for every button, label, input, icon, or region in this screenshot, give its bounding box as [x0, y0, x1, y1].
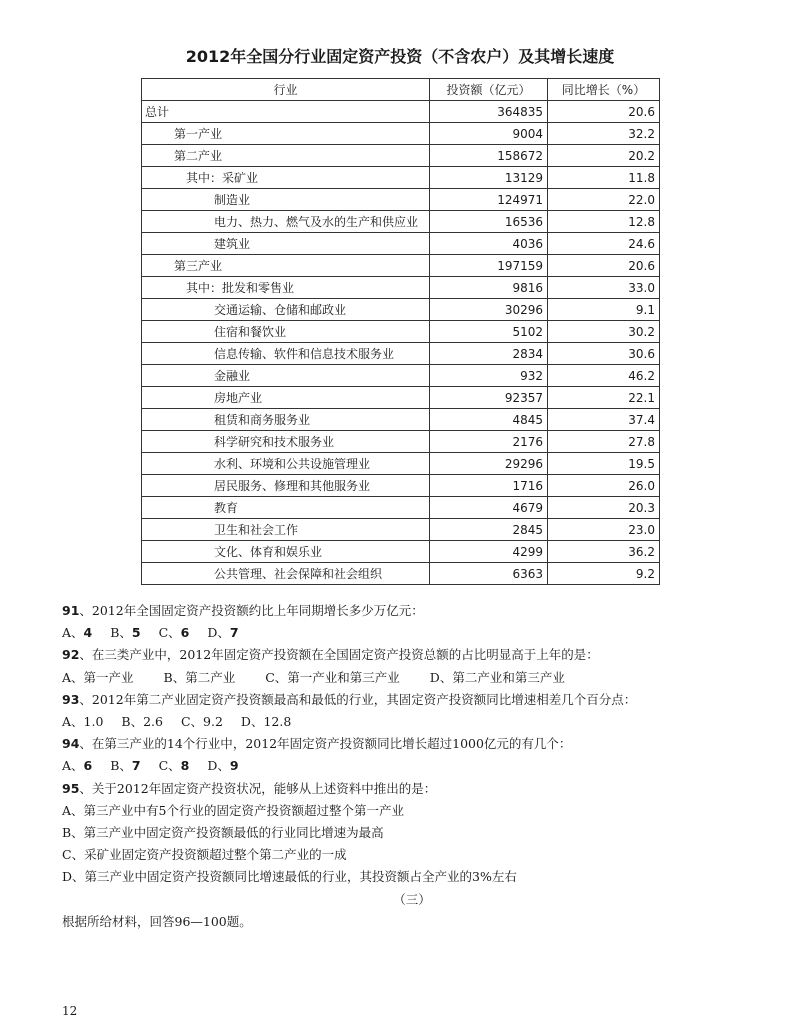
option-text: 第二产业 — [185, 669, 236, 685]
investment-cell: 13129 — [430, 167, 548, 189]
table-row — [142, 123, 660, 145]
question-95-option-a: A、第三产业中有5个行业的固定资产投资额超过整个第一产业 — [62, 802, 404, 818]
option-text: 6 — [180, 625, 190, 641]
industry-cell: 水利、环境和公共设施管理业 — [142, 453, 430, 475]
investment-cell: 2834 — [430, 343, 548, 365]
option-text: 9 — [229, 758, 239, 774]
table-title: 2012年全国分行业固定资产投资（不含农户）及其增长速度 — [185, 47, 615, 66]
option-letter: A、 — [62, 758, 84, 774]
table-row — [142, 277, 660, 299]
question-number: 95 — [62, 780, 80, 796]
table-row — [142, 497, 660, 519]
investment-cell: 2176 — [430, 431, 548, 453]
growth-cell: 12.8 — [548, 211, 660, 233]
option-text: 第二产业和第三产业 — [452, 669, 565, 685]
table-header-row — [142, 79, 660, 101]
industry-cell: 住宿和餐饮业 — [142, 321, 430, 343]
industry-cell: 居民服务、修理和其他服务业 — [142, 475, 430, 497]
investment-cell: 30296 — [430, 299, 548, 321]
growth-cell: 27.8 — [548, 431, 660, 453]
table-row — [142, 255, 660, 277]
investment-cell: 16536 — [430, 211, 548, 233]
question-number: 92 — [62, 647, 80, 663]
industry-cell: 其中：批发和零售业 — [142, 277, 430, 299]
growth-cell: 20.6 — [548, 255, 660, 277]
investment-cell: 29296 — [430, 453, 548, 475]
table-row — [142, 101, 660, 123]
growth-cell: 30.6 — [548, 343, 660, 365]
growth-cell: 26.0 — [548, 475, 660, 497]
option-text: 5 — [131, 625, 141, 641]
question-95-option-d: D、第三产业中固定资产投资额同比增速最低的行业，其投资额占全产业的3%左右 — [62, 869, 517, 885]
option-letter: D、 — [240, 714, 264, 730]
question-number: 91 — [62, 603, 80, 618]
industry-cell: 第二产业 — [142, 145, 430, 167]
option-letter: B、 — [121, 714, 144, 730]
table-row — [142, 519, 660, 541]
industry-cell: 文化、体育和娱乐业 — [142, 541, 430, 563]
growth-cell: 32.2 — [548, 123, 660, 145]
investment-cell: 5102 — [430, 321, 548, 343]
question-93-options — [62, 711, 762, 733]
table-row — [142, 431, 660, 453]
table-row — [142, 145, 660, 167]
question-93 — [62, 689, 762, 711]
page-number: 12 — [62, 1004, 78, 1018]
investment-cell: 4036 — [430, 233, 548, 255]
growth-cell: 36.2 — [548, 541, 660, 563]
option-letter: A、 — [62, 669, 84, 685]
growth-cell: 23.0 — [548, 519, 660, 541]
industry-cell: 交通运输、仓储和邮政业 — [142, 299, 430, 321]
table-row — [142, 365, 660, 387]
option-letter: D、 — [207, 758, 230, 774]
option-letter: B、 — [110, 625, 132, 641]
header-investment: 投资额（亿元） — [430, 79, 548, 101]
table-row — [142, 387, 660, 409]
question-95-option-b: B、第三产业中固定资产投资额最低的行业同比增速为最高 — [62, 825, 384, 841]
investment-cell: 1716 — [430, 475, 548, 497]
investment-cell: 932 — [430, 365, 548, 387]
question-text: 、2012年第二产业固定资产投资额最高和最低的行业，其固定资产投资额同比增速相差几个百分点： — [79, 691, 637, 707]
growth-cell: 46.2 — [548, 365, 660, 387]
option-letter: A、 — [62, 714, 84, 730]
investment-cell: 2845 — [430, 519, 548, 541]
growth-cell: 20.2 — [548, 145, 660, 167]
option-text: 8 — [180, 758, 190, 774]
industry-cell: 总计 — [142, 101, 430, 123]
option-text: 12.8 — [263, 714, 292, 730]
option-text: 2.6 — [143, 714, 163, 730]
table-row — [142, 541, 660, 563]
question-91 — [62, 600, 762, 622]
industry-cell: 第一产业 — [142, 123, 430, 145]
industry-cell: 租赁和商务服务业 — [142, 409, 430, 431]
option-text: 1.0 — [83, 714, 104, 730]
growth-cell: 37.4 — [548, 409, 660, 431]
option-letter: C、 — [265, 669, 288, 685]
growth-cell: 9.2 — [548, 563, 660, 585]
industry-cell: 建筑业 — [142, 233, 430, 255]
option-letter: C、 — [158, 625, 181, 641]
question-94-options — [62, 755, 762, 777]
option-letter: C、 — [158, 758, 181, 774]
growth-cell: 22.1 — [548, 387, 660, 409]
growth-cell: 30.2 — [548, 321, 660, 343]
option-text: 9.2 — [203, 714, 223, 730]
investment-cell: 9004 — [430, 123, 548, 145]
table-row — [142, 409, 660, 431]
option-letter: D、 — [207, 625, 230, 641]
investment-cell: 4299 — [430, 541, 548, 563]
industry-cell: 制造业 — [142, 189, 430, 211]
industry-cell: 科学研究和技术服务业 — [142, 431, 430, 453]
industry-cell: 卫生和社会工作 — [142, 519, 430, 541]
question-92 — [62, 644, 762, 666]
table-row — [142, 453, 660, 475]
questions-block — [62, 600, 762, 933]
option-text: 7 — [131, 758, 141, 774]
industry-cell: 公共管理、社会保障和社会组织 — [142, 563, 430, 585]
question-text: 、关于2012年固定资产投资状况，能够从上述资料中推出的是： — [79, 780, 437, 796]
table-row — [142, 233, 660, 255]
table-row — [142, 321, 660, 343]
question-text: 、在第三产业的14个行业中，2012年固定资产投资额同比增长超过1000亿元的有几个： — [79, 736, 572, 752]
question-94 — [62, 733, 762, 755]
section-mark: （三） — [393, 891, 431, 907]
growth-cell: 33.0 — [548, 277, 660, 299]
investment-cell: 124971 — [430, 189, 548, 211]
investment-cell: 158672 — [430, 145, 548, 167]
table-row — [142, 189, 660, 211]
industry-cell: 其中：采矿业 — [142, 167, 430, 189]
option-letter: C、 — [180, 714, 204, 730]
option-letter: B、 — [163, 669, 186, 685]
investment-cell: 9816 — [430, 277, 548, 299]
option-text: 6 — [83, 758, 93, 774]
industry-cell: 电力、热力、燃气及水的生产和供应业 — [142, 211, 430, 233]
header-growth: 同比增长（%） — [548, 79, 660, 101]
industry-cell: 第三产业 — [142, 255, 430, 277]
question-number: 93 — [62, 691, 80, 707]
investment-cell: 197159 — [430, 255, 548, 277]
question-text: 、在三类产业中，2012年固定资产投资额在全国固定资产投资总额的占比明显高于上年的是： — [79, 647, 599, 663]
question-91-options — [62, 622, 762, 644]
industry-cell: 信息传输、软件和信息技术服务业 — [142, 343, 430, 365]
growth-cell: 11.8 — [548, 167, 660, 189]
question-95 — [62, 778, 762, 800]
industry-cell: 教育 — [142, 497, 430, 519]
growth-cell: 9.1 — [548, 299, 660, 321]
question-95-option-c: C、采矿业固定资产投资额超过整个第二产业的一成 — [62, 847, 347, 863]
question-text: 、2012年全国固定资产投资额约比上年同期增长多少万亿元： — [79, 603, 424, 618]
growth-cell: 24.6 — [548, 233, 660, 255]
table-row — [142, 211, 660, 233]
question-92-options — [62, 667, 762, 689]
investment-cell: 364835 — [430, 101, 548, 123]
table-row — [142, 343, 660, 365]
table-row — [142, 167, 660, 189]
growth-cell: 19.5 — [548, 453, 660, 475]
industry-cell: 房地产业 — [142, 387, 430, 409]
industry-cell: 金融业 — [142, 365, 430, 387]
table-row — [142, 563, 660, 585]
instruction-text: 根据所给材料，回答96—100题。 — [62, 913, 252, 929]
growth-cell: 20.6 — [548, 101, 660, 123]
option-text: 4 — [83, 625, 93, 641]
investment-cell: 4845 — [430, 409, 548, 431]
growth-cell: 22.0 — [548, 189, 660, 211]
header-industry: 行业 — [142, 79, 430, 101]
investment-cell: 92357 — [430, 387, 548, 409]
investment-table — [141, 78, 660, 585]
investment-cell: 4679 — [430, 497, 548, 519]
question-number: 94 — [62, 736, 80, 752]
option-text: 第一产业 — [83, 669, 134, 685]
option-letter: D、 — [429, 669, 453, 685]
option-letter: B、 — [110, 758, 132, 774]
option-text: 7 — [229, 625, 239, 641]
option-letter: A、 — [62, 625, 84, 641]
table-row — [142, 475, 660, 497]
option-text: 第一产业和第三产业 — [287, 669, 400, 685]
table-row — [142, 299, 660, 321]
growth-cell: 20.3 — [548, 497, 660, 519]
investment-cell: 6363 — [430, 563, 548, 585]
